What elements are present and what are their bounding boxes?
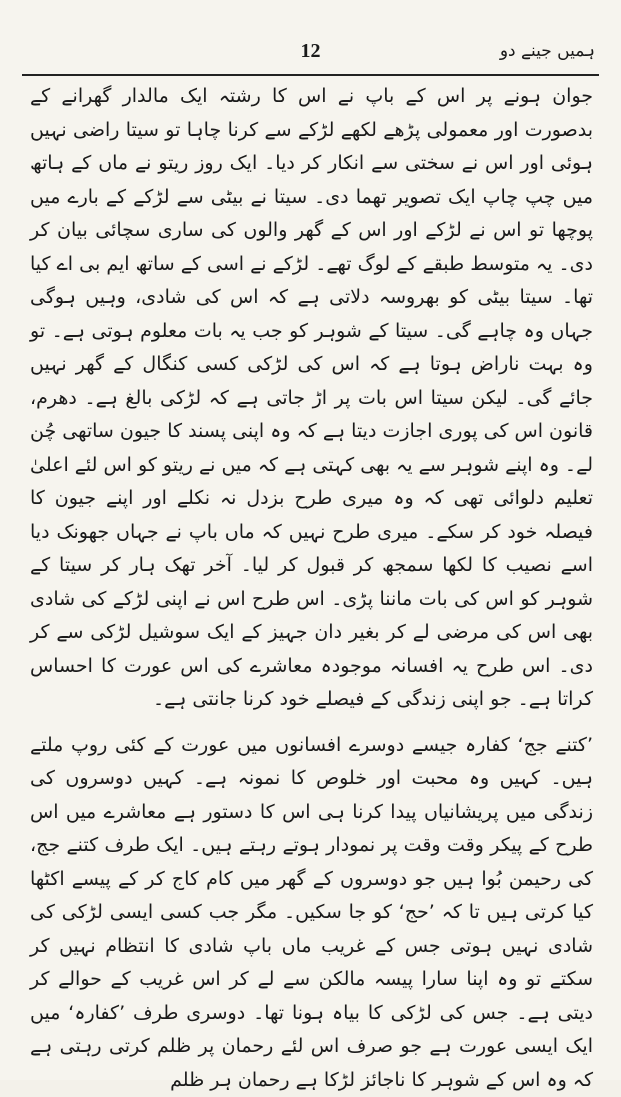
body-text (30, 80, 593, 1097)
header-rule (22, 74, 599, 76)
running-title: ہمیں جینے دو (500, 40, 595, 61)
page-header (22, 36, 599, 76)
paragraph-1: جوان ہونے پر اس کے باپ نے اس کا رشتہ ایک مالدار گھرانے کے بدصورت اور معمولی پڑھے لکھے لڑکے سے کرنا چاہا تو سیتا راضی نہیں ہوئی اور اس نے سختی سے انکار کر دیا۔ ایک روز ریتو نے ماں کے ہاتھ میں چپ چاپ ایک تصویر تھما دی۔ سیتا نے بیٹی سے لڑکے کے بارے میں پوچھا تو اس نے لڑکے اور اس کے گھر والوں کی ساری سچائی بیان کر دی۔ یہ متوسط طبقے کے لوگ تھے۔ لڑکے نے اسی کے ساتھ ایم بی اے کیا تھا۔ سیتا بیٹی کو بھروسہ دلاتی ہے کہ اس کی شادی، وہیں ہوگی جہاں وہ چاہے گی۔ سیتا کے شوہر کو جب یہ بات معلوم ہوتی ہے۔ تو وہ بہت ناراض ہوتا ہے کہ اس کی لڑکی کسی کنگال کے گھر نہیں جائے گی۔ لیکن سیتا اس بات پر اڑ جاتی ہے کہ لڑکی بالغ ہے۔ دھرم، قانون اس کی پوری اجازت دیتا ہے کہ وہ اپنی پسند کا جیون ساتھی چُن لے۔ وہ اپنے شوہر سے یہ بھی کہتی ہے کہ میں نے ریتو کو اس لئے اعلیٰ تعلیم دلوائی تھی کہ وہ میری طرح بزدل نہ نکلے اور اپنے جیون کا فیصلہ خود کر سکے۔ میری طرح نہیں کہ ماں باپ نے جہاں جھونک دیا اسے نصیب کا لکھا سمجھ کر قبول کر لیا۔ آخر تھک ہار کر سیتا کے شوہر کو اس کی بات ماننا پڑی۔ اس طرح اس نے اپنی لڑکے کی شادی بھی اس کی مرضی لے کر بغیر دان جہیز کے ایک سوشیل لڑکی سے کر دی۔ اس طرح یہ افسانہ موجودہ معاشرے کی اس عورت کا احساس کراتا ہے۔ جو اپنی زندگی کے فیصلے خود کرنا جانتی ہے۔ (30, 80, 593, 717)
paragraph-2: ’کتنے جج‘ کفارہ جیسے دوسرے افسانوں میں عورت کے کئی روپ ملتے ہیں۔ کہیں وہ محبت اور خلوص کا نمونہ ہے۔ کہیں دوسروں کی زندگی میں پریشانیاں پیدا کرنا ہی اس کا دستور ہے معاشرے میں اس طرح کے پیکر وقت وقت پر نمودار ہوتے رہتے ہیں۔ ایک طرف کتنے جج، کی رحیمن بُوا ہیں جو دوسروں کے گھر میں کام کاج کر کے پیسے اکٹھا کیا کرتی ہیں تا کہ ’حج‘ کو جا سکیں۔ مگر جب کسی ایسی لڑکی کی شادی نہیں ہوتی جس کے غریب ماں باپ شادی کا انتظام نہیں کر سکتے تو وہ اپنا سارا پیسہ مالکن سے لے کر اس غریب کے حوالے کر دیتی ہے۔ جس کی لڑکی کا بیاہ ہونا تھا۔ دوسری طرف ’کفارہ‘ میں ایک ایسی عورت ہے جو صرف اس لئے رحمان پر ظلم کرتی رہتی ہے کہ وہ اس کے شوہر کا ناجائز لڑکا ہے رحمان ہر ظلم (30, 729, 593, 1097)
page-number: 12 (22, 40, 599, 63)
